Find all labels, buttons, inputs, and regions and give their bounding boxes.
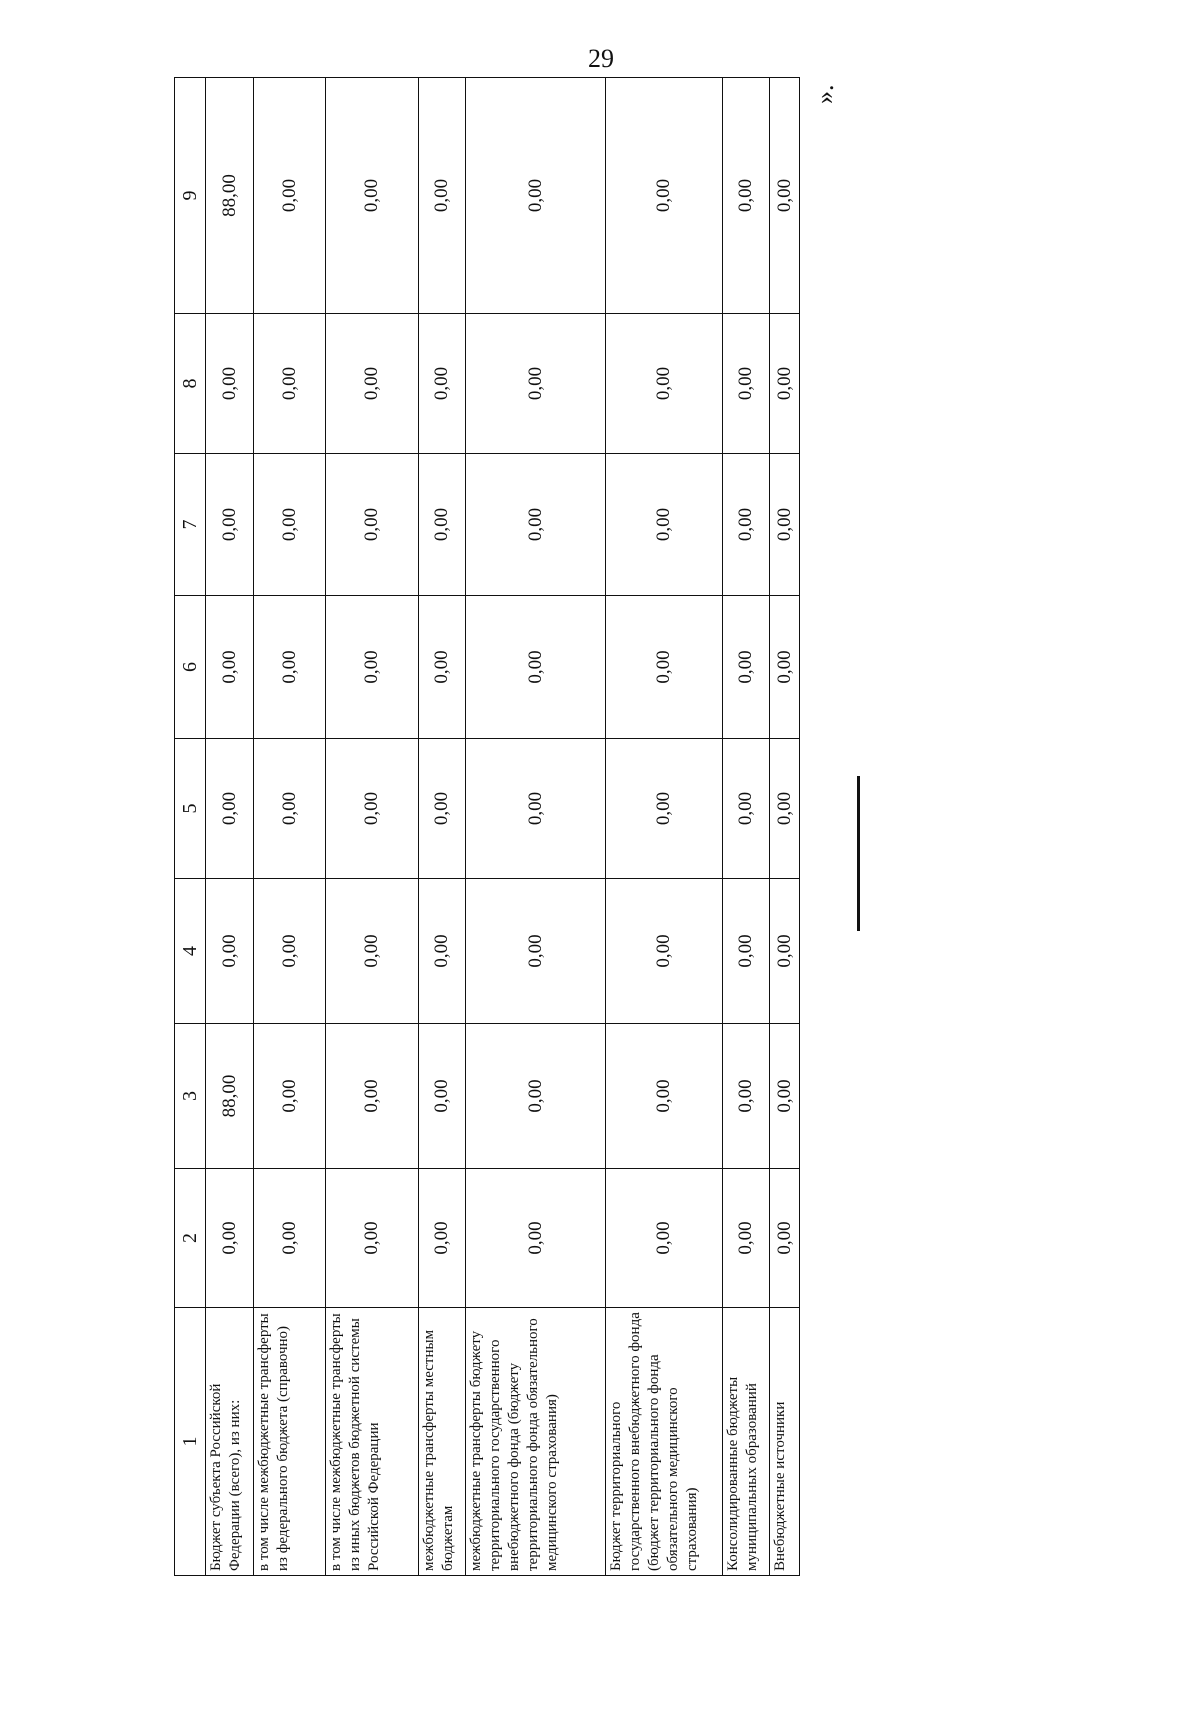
table-row [206,78,254,1576]
table-cell: 0,00 [770,1024,800,1169]
table-cell: 0,00 [466,879,606,1024]
table-cell: 0,00 [723,78,770,314]
column-header: 6 [175,596,206,739]
column-header: 5 [175,739,206,879]
table-header-row [175,78,206,1576]
row-label: межбюджетные трансферты бюджету территориального государственного внебюджетного фонда (бюджету территориального фонда обязательного медицинского страхования) [466,1308,606,1576]
table-cell: 0,00 [206,739,254,879]
row-label: в том числе межбюджетные трансферты из иных бюджетов бюджетной системы Российской Федерации [326,1308,419,1576]
table-cell: 0,00 [466,78,606,314]
row-label: Бюджет территориального государственного внебюджетного фонда (бюджет территориального фонда обязательного медицинского страхования) [606,1308,723,1576]
table-cell: 0,00 [254,739,326,879]
table-cell: 0,00 [606,454,723,596]
table-cell: 0,00 [723,1169,770,1308]
table-cell: 0,00 [770,314,800,454]
table-cell: 0,00 [326,1024,419,1169]
table-cell: 0,00 [723,739,770,879]
table-cell: 0,00 [466,314,606,454]
row-label: Внебюджетные источники [770,1308,800,1576]
table-cell: 0,00 [606,739,723,879]
table-cell: 0,00 [419,879,466,1024]
column-header: 3 [175,1024,206,1169]
table-cell: 0,00 [466,1169,606,1308]
column-header: 9 [175,78,206,314]
table-cell: 0,00 [466,454,606,596]
table-row [326,78,419,1576]
table-cell: 0,00 [770,879,800,1024]
table-cell: 0,00 [419,739,466,879]
table-cell: 0,00 [206,596,254,739]
table-cell: 0,00 [326,739,419,879]
table-cell: 0,00 [419,314,466,454]
table-cell: 0,00 [723,879,770,1024]
table-cell: 0,00 [254,596,326,739]
table-cell: 0,00 [770,78,800,314]
table-cell: 0,00 [326,596,419,739]
table-cell: 0,00 [466,1024,606,1169]
table-cell: 0,00 [723,454,770,596]
table-cell: 0,00 [419,1024,466,1169]
table-cell: 0,00 [326,314,419,454]
table-cell: 0,00 [466,596,606,739]
table-cell: 0,00 [770,739,800,879]
table-row [419,78,466,1576]
table-cell: 0,00 [723,1024,770,1169]
table-cell: 0,00 [326,879,419,1024]
table-cell: 0,00 [606,1169,723,1308]
column-header: 2 [175,1169,206,1308]
table-cell: 0,00 [254,1169,326,1308]
table-cell: 0,00 [466,739,606,879]
row-label: в том числе межбюджетные трансферты из федерального бюджета (справочно) [254,1308,326,1576]
table-cell: 0,00 [254,1024,326,1169]
table-cell: 0,00 [254,454,326,596]
row-label: межбюджетные трансферты местным бюджетам [419,1308,466,1576]
table-cell: 0,00 [326,1169,419,1308]
table-cell: 0,00 [606,314,723,454]
table-cell: 0,00 [254,78,326,314]
table-cell: 0,00 [606,879,723,1024]
closing-quote: ». [810,84,839,104]
table-cell: 0,00 [419,1169,466,1308]
table-cell: 0,00 [254,879,326,1024]
table-cell: 0,00 [606,1024,723,1169]
table-cell: 0,00 [326,78,419,314]
table-cell: 0,00 [419,454,466,596]
row-label: Консолидированные бюджеты муниципальных образований [723,1308,770,1576]
table-cell: 0,00 [606,596,723,739]
table-cell: 0,00 [419,78,466,314]
table-cell: 0,00 [770,596,800,739]
column-header: 1 [175,1308,206,1576]
table-cell: 0,00 [326,454,419,596]
table-cell: 0,00 [206,1169,254,1308]
table-row [254,78,326,1576]
footnote-rule [857,776,860,931]
table-row [770,78,800,1576]
column-header: 8 [175,314,206,454]
table-row [606,78,723,1576]
table-cell: 0,00 [723,314,770,454]
table-cell: 88,00 [206,1024,254,1169]
table-cell: 0,00 [254,314,326,454]
page-number: 29 [588,44,614,73]
table-cell: 0,00 [419,596,466,739]
table-cell: 0,00 [206,879,254,1024]
table-cell: 88,00 [206,78,254,314]
table-cell: 0,00 [206,454,254,596]
table-cell: 0,00 [606,78,723,314]
table-cell: 0,00 [770,1169,800,1308]
table-row [723,78,770,1576]
table-cell: 0,00 [723,596,770,739]
column-header: 4 [175,879,206,1024]
table-row [466,78,606,1576]
budget-table [174,77,800,1576]
row-label: Бюджет субъекта Российской Федерации (всего), из них: [206,1308,254,1576]
table-cell: 0,00 [770,454,800,596]
rotated-table-container [174,78,800,1576]
table-cell: 0,00 [206,314,254,454]
column-header: 7 [175,454,206,596]
